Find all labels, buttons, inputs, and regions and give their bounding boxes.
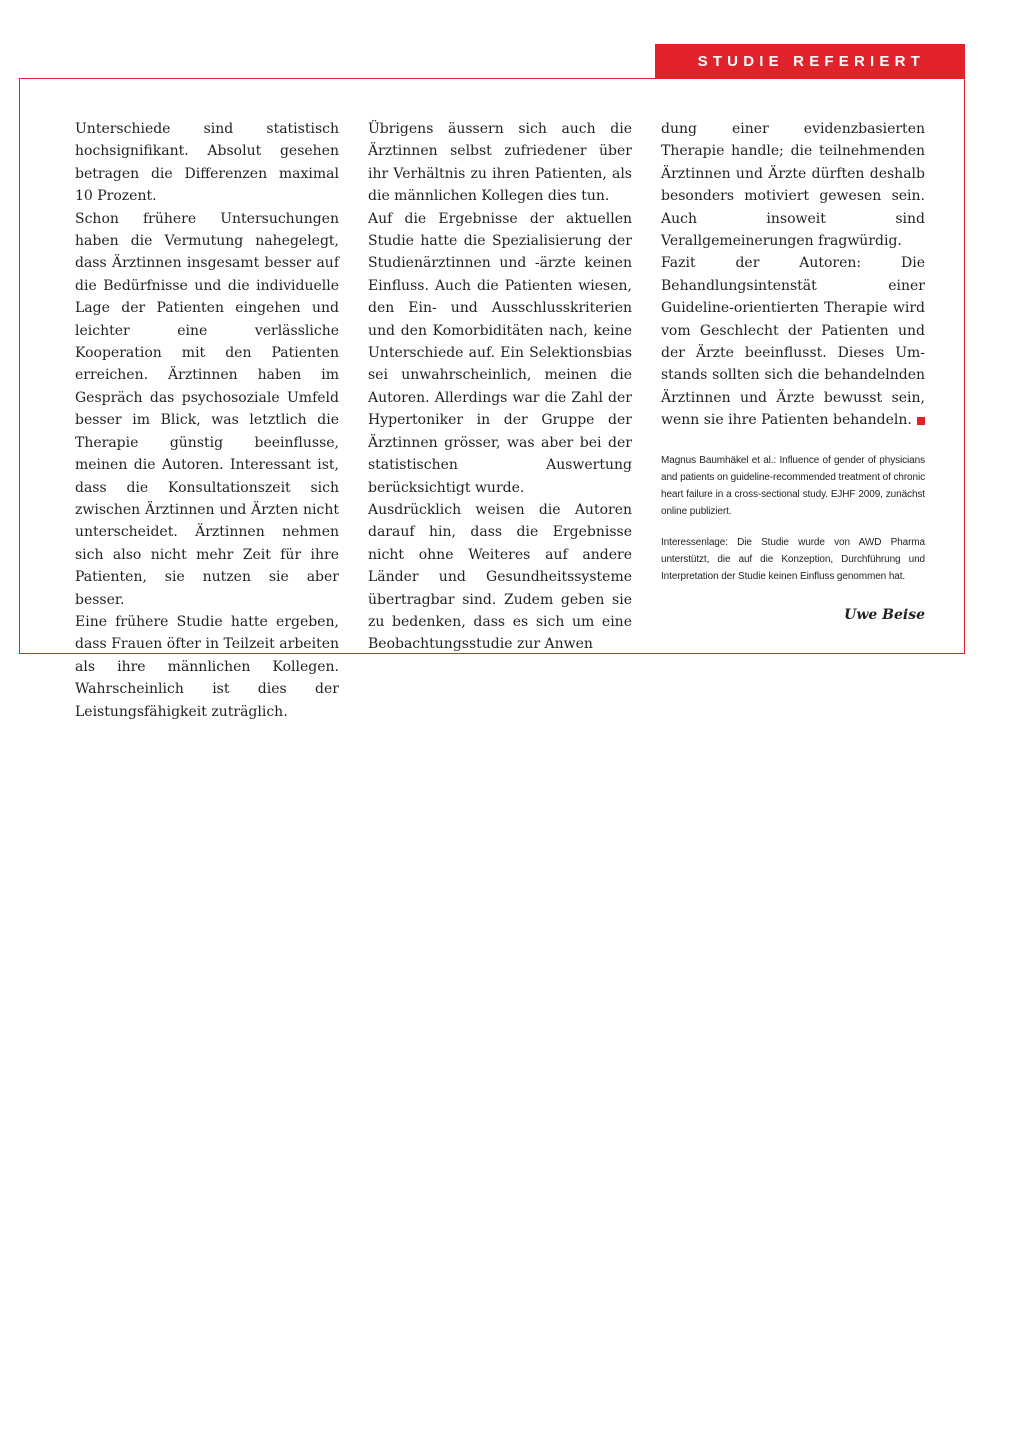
paragraph-final bbox=[661, 252, 925, 431]
paragraph: Übrigens äussern sich auch die Ärztinnen selbst zufriedener über ihr Verhältnis zu ihren Patienten, als die männlichen Kollegen dies tun. bbox=[368, 121, 632, 205]
end-of-article-square-icon bbox=[917, 417, 925, 425]
paragraph: Ausdrücklich weisen die Autoren darauf hin, dass die Ergebnisse nicht ohne Weiteres auf andere Länder und Gesundheitssysteme übertragbar sind. Zudem geben sie zu bedenken, dass es sich um eine Beobachtungsstudie zur Anwen bbox=[368, 501, 632, 653]
paragraph: Eine frühere Studie hatte ergeben, dass Frauen öfter in Teilzeit arbeiten als ihre männlichen Kollegen. Wahrscheinlich ist dies der Leistungsfähigkeit zuträglich. bbox=[75, 613, 339, 720]
author-name: Uwe Beise bbox=[844, 606, 925, 623]
paragraph: Schon frühere Untersuchungen haben die Vermutung nahegelegt, dass Ärztinnen insgesamt besser auf die Bedürfnisse und die individuelle Lage der Patienten eingehen und leichter eine verlässliche Kooperation mit den Patienten erreichen. Ärztinnen haben im Gespräch das psychosoziale Umfeld besser im Blick, was letztlich die Therapie günstig beeinflusse, meinen die Autoren. Interessant ist, dass die Konsultationszeit sich zwischen Ärztinnen und Ärzten nicht unterscheidet. Ärztinnen nehmen sich also nicht mehr Zeit für ihre Patienten, sie nutzen sie aber besser. bbox=[75, 210, 339, 608]
paragraph: dung einer evidenzbasierten Therapie handle; die teilnehmenden Ärztinnen und Ärzte dürften deshalb besonders motiviert gewesen sein. Auch insoweit sind Verallgemeinerungen fragwürdig. bbox=[661, 121, 925, 250]
paragraph: Unterschiede sind statistisch hochsignifikant. Absolut gesehen betragen die Differenzen maximal 10 Prozent. bbox=[75, 121, 339, 205]
section-header-tab bbox=[655, 44, 965, 79]
paragraph-text: Fazit der Autoren: Die Behandlungsintenstät einer Guideline-orientierten Therapie wird vom Geschlecht der Patienten und der Ärzte beeinflusst. Dieses Umstands sollten sich die behandelnden Ärztinnen und Ärzte bewusst sein, wenn sie ihre Patienten behandeln. bbox=[661, 255, 925, 429]
section-header-label: STUDIE REFERIERT bbox=[697, 53, 925, 70]
text-column-1 bbox=[75, 118, 339, 723]
conflict-of-interest-note: Interessenlage: Die Studie wurde von AWD Pharma unterstützt, die auf die Konzeption, Durchführung und Interpretation der Studie keinen Einfluss genommen hat. bbox=[661, 536, 925, 582]
paragraph: Auf die Ergebnisse der aktuellen Studie hatte die Spezialisierung der Studienärztinnen und -ärzte keinen Einfluss. Auch die Patienten wiesen, den Ein- und Ausschlusskriterien und den Komorbiditäten nach, keine Unterschiede auf. Ein Selektionsbias sei unwahrscheinlich, meinen die Autoren. Allerdings war die Zahl der Hypertoniker in der Gruppe der Ärztinnen grösser, was aber bei der statistischen Auswertung berücksichtigt wurde. bbox=[368, 210, 632, 496]
text-column-2 bbox=[368, 118, 632, 656]
reference-citation: Magnus Baumhäkel et al.: Influence of gender of physicians and patients on guideline-recommended treatment of chronic heart failure in a cross-sectional study. EJHF 2009, zunächst online publiziert. bbox=[661, 454, 925, 517]
text-column-3 bbox=[661, 118, 925, 625]
